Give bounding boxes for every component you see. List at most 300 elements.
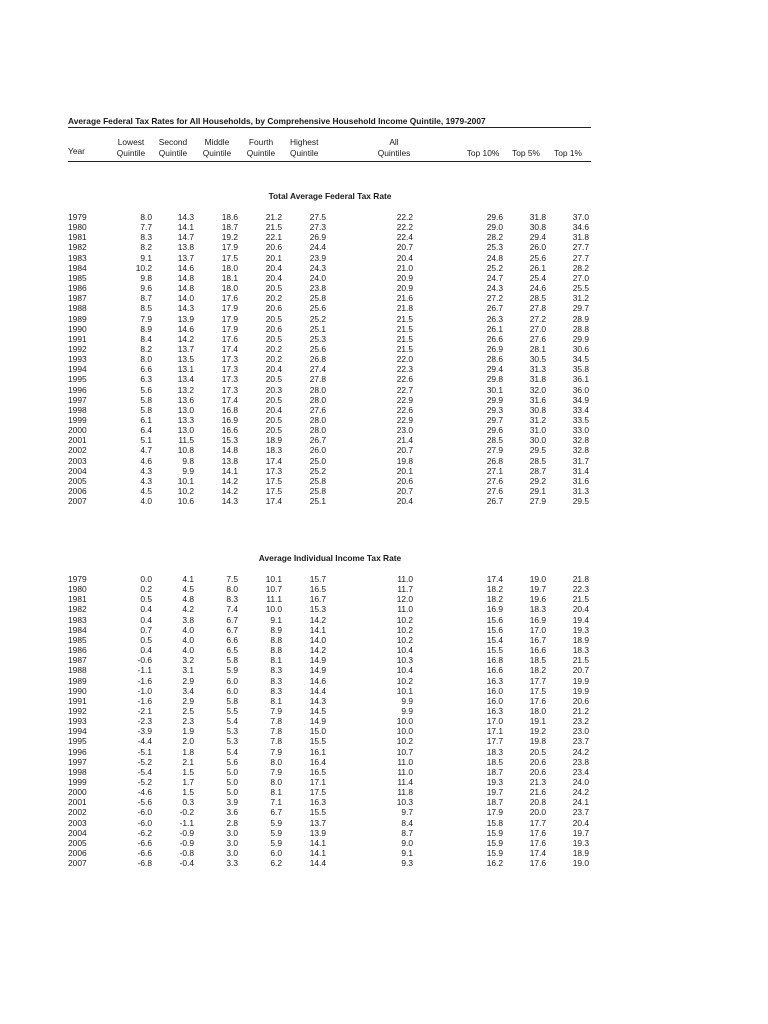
cell-top1: 27.0 [572,272,589,283]
cell-year: 1982 [68,604,87,615]
cell-middle: 5.0 [226,787,238,798]
cell-highest: 15.7 [309,574,326,584]
cell-top5: 28.1 [529,343,546,354]
cell-lowest: 4.7 [140,445,152,456]
cell-all: 23.0 [396,425,413,436]
cell-top10: 15.9 [486,837,503,848]
cell-top10: 29.3 [486,404,503,415]
cell-top1: 23.8 [572,756,589,767]
cell-all: 22.3 [396,364,413,375]
cell-top5: 16.7 [529,634,546,645]
cell-top5: 27.6 [529,333,546,344]
cell-top10: 24.8 [486,252,503,263]
cell-middle: 17.3 [221,374,238,385]
cell-highest: 26.0 [309,445,326,456]
cell-second: 11.5 [178,435,194,446]
table-row [0,787,768,797]
cell-middle: 14.8 [221,445,238,456]
cell-lowest: 8.7 [140,293,152,304]
cell-lowest: 4.3 [140,465,152,476]
cell-top10: 25.3 [486,242,503,253]
cell-highest: 25.0 [309,455,326,466]
cell-top10: 26.1 [486,323,503,334]
cell-second: 14.2 [177,333,194,344]
cell-top5: 27.0 [529,323,546,334]
cell-top10: 15.5 [486,645,503,656]
cell-top10: 16.0 [486,685,503,696]
cell-second: 13.0 [177,425,194,436]
cell-top1: 31.3 [572,486,589,497]
table-row [0,818,768,828]
cell-top10: 25.2 [486,262,503,273]
cell-top5: 31.6 [529,394,546,405]
cell-fourth: 20.1 [265,252,282,263]
cell-fourth: 20.5 [265,425,282,436]
cell-middle: 5.9 [226,665,238,676]
cell-year: 1997 [68,756,87,767]
cell-top1: 18.3 [572,645,589,656]
table-row [0,303,768,313]
cell-second: 3.8 [182,614,194,625]
cell-highest: 25.6 [309,343,326,354]
cell-year: 1999 [68,777,87,787]
cell-second: -1.1 [179,817,194,828]
cell-top5: 21.6 [529,787,546,798]
cell-lowest: -6.0 [137,807,152,818]
cell-all: 11.7 [397,584,413,595]
table-row [0,625,768,635]
cell-all: 11.4 [397,777,413,787]
cell-top10: 29.9 [486,394,503,405]
cell-year: 1985 [68,272,87,283]
cell-year: 1981 [68,232,87,243]
table-row [0,736,768,746]
cell-lowest: -6.6 [137,837,152,848]
cell-second: 4.2 [182,604,194,615]
cell-fourth: 20.3 [265,384,282,395]
cell-second: 14.1 [177,222,194,233]
cell-middle: 17.3 [221,384,238,395]
cell-top1: 24.2 [572,787,589,798]
cell-fourth: 8.1 [270,787,282,798]
cell-middle: 18.1 [221,272,238,283]
cell-middle: 3.0 [226,837,238,848]
cell-middle: 5.8 [226,655,238,666]
cell-middle: 6.7 [226,624,238,635]
section-title-total: Total Average Federal Tax Rate [268,191,392,201]
cell-middle: 8.3 [226,594,238,605]
cell-top1: 30.6 [572,343,589,354]
header-top1: Top 1% [554,148,582,158]
cell-top5: 17.4 [529,848,546,859]
cell-year: 1988 [68,303,87,314]
cell-highest: 16.1 [309,746,326,757]
cell-top1: 18.9 [572,634,589,645]
cell-top5: 20.8 [529,797,546,808]
table-row [0,848,768,858]
cell-year: 1987 [68,655,87,666]
cell-year: 1996 [68,384,87,395]
cell-highest: 14.9 [309,716,326,727]
cell-middle: 15.3 [221,435,238,446]
cell-lowest: 0.5 [140,634,152,645]
table-row [0,615,768,625]
cell-second: 13.5 [177,354,194,365]
cell-middle: 6.6 [226,634,238,645]
cell-top5: 18.2 [529,665,546,676]
cell-second: 13.6 [177,394,194,405]
cell-top1: 19.9 [572,685,589,696]
cell-top5: 31.8 [529,374,546,385]
table-row [0,405,768,415]
table-row [0,242,768,252]
cell-highest: 25.1 [309,323,326,334]
header-all-quintiles: All Quintiles [377,137,411,158]
cell-middle: 6.0 [226,675,238,686]
cell-top10: 28.5 [486,435,503,446]
cell-all: 10.2 [396,675,413,686]
cell-year: 1994 [68,364,87,375]
cell-lowest: 6.3 [140,374,152,385]
cell-lowest: 0.4 [140,614,152,625]
cell-fourth: 6.7 [270,807,282,818]
cell-fourth: 8.1 [270,695,282,706]
cell-top10: 18.7 [486,797,503,808]
cell-highest: 14.4 [309,858,326,869]
cell-top5: 19.7 [529,584,546,595]
cell-top10: 29.6 [486,425,503,436]
table-row [0,456,768,466]
cell-second: 1.5 [182,766,194,777]
cell-year: 1982 [68,242,87,253]
cell-second: 4.0 [182,624,194,635]
cell-top1: 24.1 [572,797,589,808]
cell-top1: 23.7 [572,807,589,818]
cell-highest: 24.0 [309,272,326,283]
table-row [0,273,768,283]
cell-top1: 37.0 [572,212,589,222]
cell-top1: 20.7 [572,665,589,676]
cell-second: 1.7 [182,777,194,787]
cell-middle: 3.6 [226,807,238,818]
cell-top1: 24.0 [572,777,589,787]
cell-year: 1989 [68,313,87,324]
cell-all: 9.9 [401,695,413,706]
cell-year: 1996 [68,746,87,757]
cell-year: 2003 [68,817,87,828]
cell-top10: 29.6 [486,212,503,222]
cell-second: 4.0 [182,645,194,656]
cell-all: 22.4 [396,232,413,243]
cell-fourth: 7.9 [270,766,282,777]
header-top5: Top 5% [512,148,540,158]
cell-second: 4.8 [182,594,194,605]
cell-middle: 18.7 [221,222,238,233]
table-row [0,466,768,476]
cell-all: 22.9 [396,415,413,425]
cell-second: 4.5 [182,584,194,595]
table-row [0,435,768,445]
cell-top5: 29.5 [529,445,546,456]
cell-top10: 17.1 [486,726,503,737]
cell-middle: 17.5 [221,252,238,263]
cell-lowest: -5.1 [137,746,152,757]
cell-fourth: 8.9 [270,624,282,635]
cell-second: 14.8 [177,272,194,283]
table-row [0,665,768,675]
cell-top10: 15.6 [486,624,503,635]
cell-second: -0.9 [179,837,194,848]
cell-top5: 20.6 [529,766,546,777]
title-rule [68,127,591,128]
cell-top1: 31.6 [572,475,589,486]
cell-top1: 24.2 [572,746,589,757]
cell-all: 22.7 [396,384,413,395]
cell-year: 2006 [68,486,87,497]
cell-highest: 27.8 [309,374,326,385]
cell-year: 1991 [68,333,87,344]
cell-middle: 3.0 [226,827,238,838]
cell-top5: 18.3 [529,604,546,615]
cell-year: 1979 [68,574,87,584]
cell-middle: 17.6 [221,333,238,344]
cell-top10: 27.6 [486,475,503,486]
cell-second: 14.3 [177,212,194,222]
cell-middle: 5.0 [226,766,238,777]
cell-year: 1980 [68,222,87,233]
cell-fourth: 20.6 [265,323,282,334]
cell-all: 10.2 [396,634,413,645]
cell-all: 22.6 [396,374,413,385]
cell-middle: 17.3 [221,354,238,365]
cell-top5: 17.7 [529,675,546,686]
cell-lowest: 8.9 [140,323,152,334]
cell-fourth: 20.6 [265,242,282,253]
cell-lowest: 8.0 [140,354,152,365]
cell-highest: 25.2 [309,313,326,324]
cell-highest: 17.1 [309,777,326,787]
cell-top1: 21.5 [572,594,589,605]
cell-top10: 26.7 [486,496,503,507]
cell-all: 20.9 [396,283,413,294]
cell-top10: 16.0 [486,695,503,706]
cell-lowest: -4.4 [137,736,152,747]
cell-top1: 19.7 [572,827,589,838]
cell-middle: 14.2 [221,486,238,497]
header-year: Year [68,146,85,156]
cell-year: 2001 [68,797,87,808]
cell-lowest: 6.4 [140,425,152,436]
cell-top5: 19.2 [529,726,546,737]
cell-top1: 28.9 [572,313,589,324]
cell-second: 13.7 [177,252,194,263]
cell-top1: 20.6 [572,695,589,706]
cell-fourth: 20.5 [265,394,282,405]
cell-middle: 17.9 [221,323,238,334]
cell-middle: 7.4 [226,604,238,615]
cell-middle: 5.0 [226,777,238,787]
cell-top10: 16.3 [486,705,503,716]
cell-top1: 32.8 [572,445,589,456]
cell-all: 22.2 [396,212,413,222]
cell-top1: 32.8 [572,435,589,446]
cell-second: 2.3 [182,716,194,727]
cell-all: 20.1 [396,465,413,476]
cell-lowest: 0.4 [140,645,152,656]
cell-top5: 26.1 [529,262,546,273]
cell-fourth: 20.2 [265,354,282,365]
cell-fourth: 21.5 [265,222,282,233]
cell-second: 4.1 [182,574,194,584]
cell-middle: 13.8 [221,455,238,466]
cell-fourth: 7.8 [270,716,282,727]
cell-top5: 17.6 [529,827,546,838]
cell-top5: 17.6 [529,837,546,848]
cell-middle: 3.9 [226,797,238,808]
header-second: Second Quintile [158,137,188,158]
cell-lowest: 7.7 [140,222,152,233]
cell-top5: 16.6 [529,645,546,656]
table-row [0,496,768,506]
cell-top1: 19.4 [572,614,589,625]
cell-top10: 17.4 [486,574,503,584]
cell-fourth: 7.9 [270,746,282,757]
cell-year: 1987 [68,293,87,304]
cell-top10: 28.2 [486,232,503,243]
cell-year: 1995 [68,736,87,747]
cell-top5: 30.0 [529,435,546,446]
cell-highest: 25.3 [309,333,326,344]
cell-all: 21.5 [396,323,413,334]
cell-top1: 33.5 [572,415,589,425]
cell-top5: 20.5 [529,746,546,757]
cell-second: -0.4 [179,858,194,869]
cell-year: 1983 [68,614,87,625]
cell-second: 3.4 [182,685,194,696]
cell-top5: 18.5 [529,655,546,666]
cell-top1: 19.3 [572,624,589,635]
cell-highest: 25.6 [309,303,326,314]
cell-top5: 31.2 [529,415,546,425]
cell-highest: 14.5 [309,705,326,716]
cell-second: 2.1 [182,756,194,767]
cell-all: 21.4 [396,435,413,446]
cell-all: 12.0 [396,594,413,605]
cell-middle: 5.3 [226,726,238,737]
cell-all: 21.6 [396,293,413,304]
header-fourth: Fourth Quintile [246,137,276,158]
cell-top5: 30.8 [529,222,546,233]
cell-second: 1.9 [182,726,194,737]
cell-all: 21.5 [396,313,413,324]
cell-top1: 34.5 [572,354,589,365]
cell-year: 1979 [68,212,87,222]
cell-all: 21.5 [396,343,413,354]
cell-top10: 27.6 [486,486,503,497]
cell-year: 2006 [68,848,87,859]
table-row [0,293,768,303]
cell-top1: 34.6 [572,222,589,233]
cell-highest: 14.1 [309,837,326,848]
cell-year: 2007 [68,858,87,869]
cell-highest: 14.2 [309,614,326,625]
cell-highest: 14.0 [309,634,326,645]
cell-all: 20.7 [396,242,413,253]
cell-top5: 27.8 [529,303,546,314]
cell-fourth: 8.0 [270,777,282,787]
cell-top10: 27.2 [486,293,503,304]
cell-year: 1980 [68,584,87,595]
cell-middle: 17.4 [221,343,238,354]
cell-year: 2001 [68,435,87,446]
cell-highest: 14.9 [309,655,326,666]
cell-lowest: 10.2 [135,262,152,273]
table-row [0,757,768,767]
cell-top10: 15.6 [486,614,503,625]
cell-year: 1986 [68,645,87,656]
cell-all: 11.0 [397,604,413,615]
cell-highest: 14.1 [309,624,326,635]
cell-second: 2.9 [182,675,194,686]
cell-top10: 15.9 [486,848,503,859]
cell-top5: 17.7 [529,817,546,828]
table-row [0,645,768,655]
cell-highest: 23.9 [309,252,326,263]
cell-second: 13.0 [177,404,194,415]
cell-middle: 17.4 [221,394,238,405]
table-row [0,777,768,787]
header-rule [68,161,591,162]
cell-highest: 25.8 [309,475,326,486]
cell-second: 13.8 [177,242,194,253]
cell-top1: 31.8 [572,232,589,243]
cell-middle: 18.0 [221,262,238,273]
table-row [0,334,768,344]
cell-top1: 20.4 [572,817,589,828]
table-row [0,232,768,242]
cell-fourth: 18.9 [265,435,282,446]
cell-highest: 13.9 [309,827,326,838]
table-row [0,253,768,263]
cell-fourth: 6.0 [270,848,282,859]
cell-lowest: 5.1 [140,435,152,446]
cell-fourth: 8.3 [270,665,282,676]
cell-second: 14.8 [177,283,194,294]
cell-lowest: 4.0 [140,496,152,507]
cell-all: 11.0 [397,574,413,584]
cell-fourth: 20.4 [265,404,282,415]
cell-highest: 25.8 [309,486,326,497]
cell-lowest: -5.2 [137,777,152,787]
cell-middle: 17.3 [221,364,238,375]
cell-top5: 25.4 [529,272,546,283]
cell-fourth: 5.9 [270,837,282,848]
table-row [0,374,768,384]
cell-top5: 24.6 [529,283,546,294]
cell-top10: 16.8 [486,655,503,666]
cell-highest: 14.2 [309,645,326,656]
cell-top10: 30.1 [486,384,503,395]
cell-lowest: -1.0 [137,685,152,696]
cell-fourth: 17.4 [265,455,282,466]
cell-second: 9.8 [182,455,194,466]
cell-middle: 14.3 [221,496,238,507]
cell-middle: 5.5 [226,705,238,716]
cell-top10: 15.4 [486,634,503,645]
cell-middle: 18.0 [221,283,238,294]
cell-all: 10.0 [396,726,413,737]
cell-highest: 14.3 [309,695,326,706]
